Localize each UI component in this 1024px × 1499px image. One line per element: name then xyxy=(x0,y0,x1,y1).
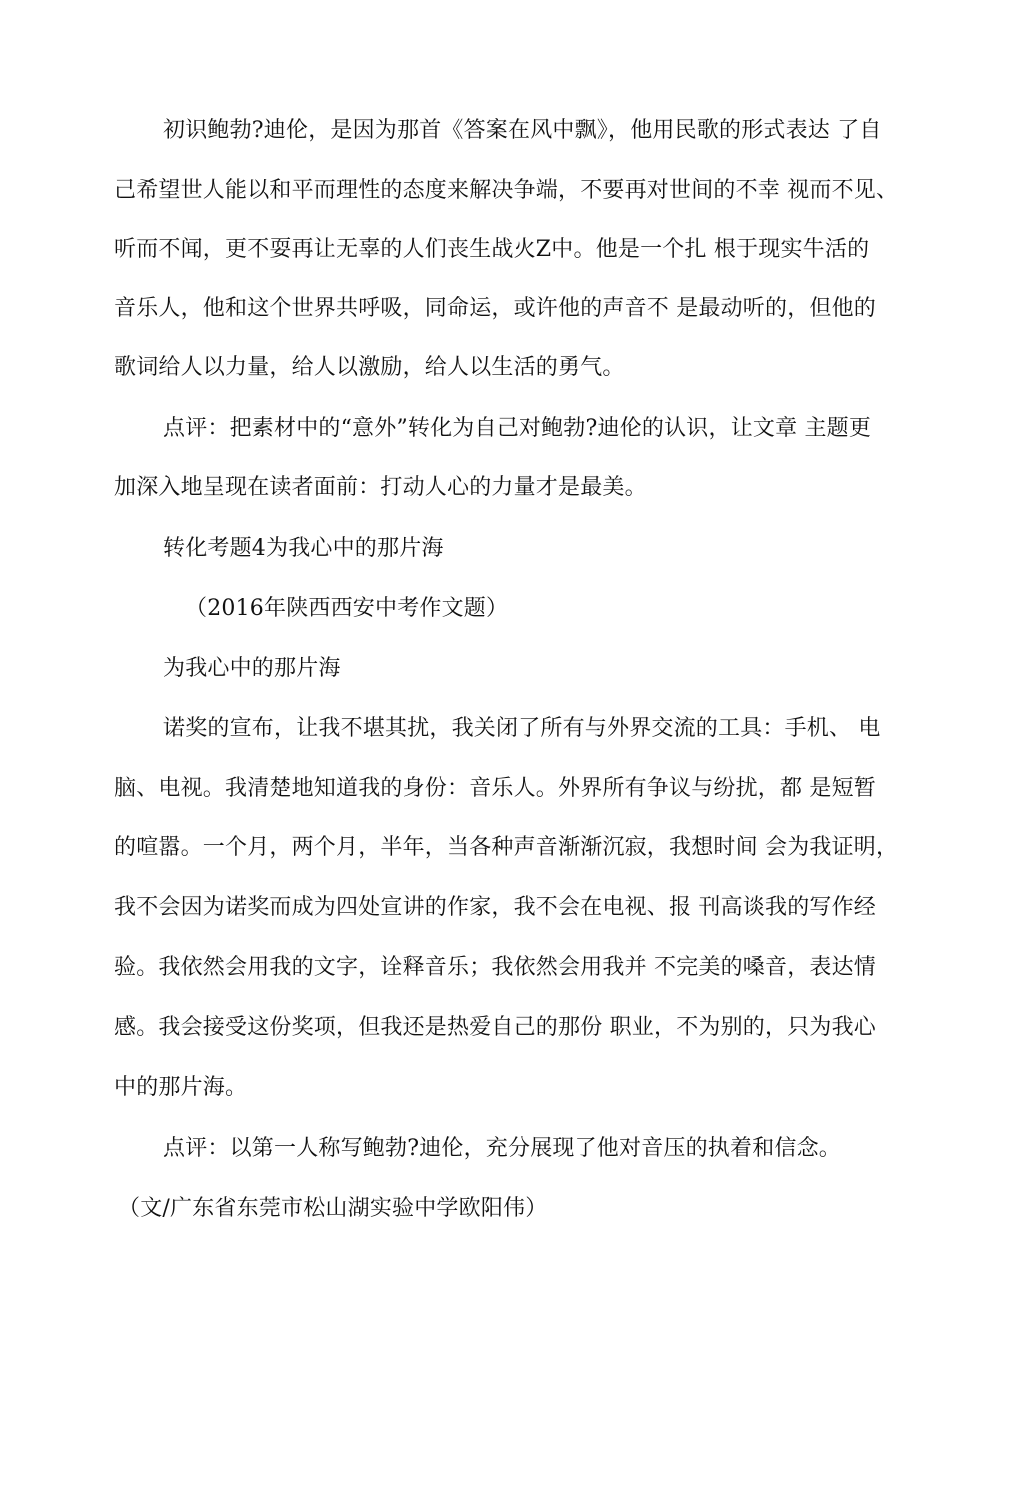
paragraph-2-line-6: 感。我会接受这份奖项，但我还是热爱自己的那份 职业，不为别的，只为我心 xyxy=(114,1015,876,1040)
paragraph-2-line-4: 我不会因为诺奖而成为四处宣讲的作家，我不会在电视、报 刊高谈我的写作经 xyxy=(114,895,876,920)
paragraph-1-line-1: 初识鲍勃?迪伦，是因为那首《答案在风中飘》，他用民歌的形式表达 了自 xyxy=(163,118,882,143)
exam-source: （2016年陕西西安中考作文题） xyxy=(185,596,509,621)
paragraph-2-line-7: 中的那片海。 xyxy=(114,1075,248,1100)
paragraph-2-line-3: 的喧嚣。一个月，两个月，半年，当各种声音渐渐沉寂，我想时间 会为我证明， xyxy=(114,835,899,860)
paragraph-2-line-2: 脑、电视。我清楚地知道我的身份：音乐人。外界所有争议与纷扰，都 是短暂 xyxy=(114,776,876,801)
section-heading: 转化考题4为我心中的那片海 xyxy=(163,536,444,561)
comment-2: 点评：以第一人称写鲍勃?迪伦，充分展现了他对音压的执着和信念。 xyxy=(163,1136,841,1161)
paragraph-2-line-5: 验。我依然会用我的文字，诠释音乐；我依然会用我并 不完美的嗓音，表达情 xyxy=(114,955,876,980)
paragraph-1-line-3: 听而不闻，更不耍再让无辜的人们丧生战火Z中。他是一个扎 根于现实牛活的 xyxy=(114,237,870,262)
author-credit: （文/广东省东莞市松山湖实验中学欧阳伟） xyxy=(118,1196,548,1221)
paragraph-1-line-5: 歌词给人以力量，给人以激励，给人以生活的勇气。 xyxy=(114,355,625,380)
paragraph-1-line-2: 己希望世人能以和平而理性的态度来解决争端，不要再对世间的不幸 视而不见、 xyxy=(114,178,899,203)
comment-1-line-1: 点评：把素材中的“意外”转化为自己对鲍勃?迪伦的认识，让文章 主题更 xyxy=(163,416,872,441)
comment-1-line-2: 加深入地呈现在读者面前：打动人心的力量才是最美。 xyxy=(114,475,647,500)
essay-title: 为我心中的那片海 xyxy=(163,656,341,681)
paragraph-1-line-4: 音乐人，他和这个世界共呼吸，同命运，或许他的声音不 是最动听的，但他的 xyxy=(114,296,876,321)
paragraph-2-line-1: 诺奖的宣布，让我不堪其扰，我关闭了所有与外界交流的工具：手机、 电 xyxy=(163,716,881,741)
